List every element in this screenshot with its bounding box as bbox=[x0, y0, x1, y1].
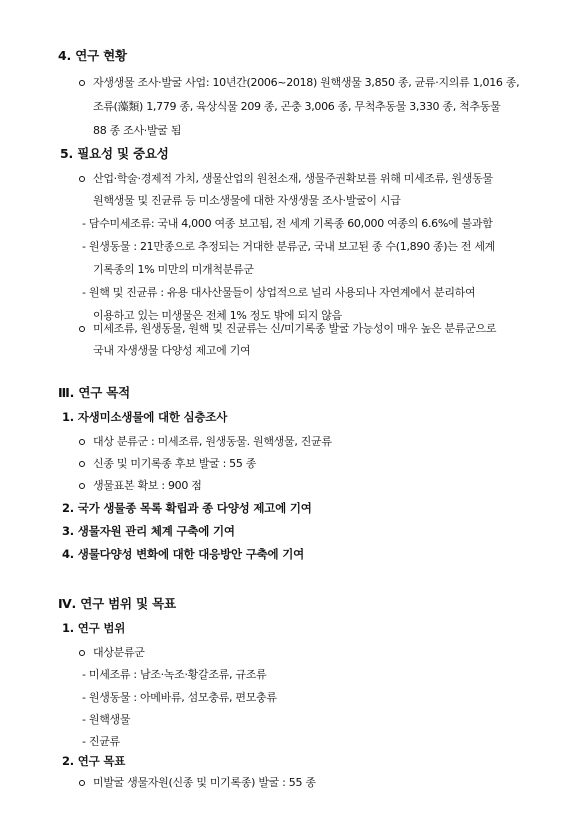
purpose-1-heading: 1. 자생미소생물에 대한 심층조사 bbox=[62, 410, 228, 424]
purpose-2-heading: 2. 국가 생물종 목록 확립과 종 다양성 제고에 기여 bbox=[62, 501, 312, 515]
chapter-4-heading: Ⅳ. 연구 범위 및 목표 bbox=[58, 596, 176, 611]
status-line-2: 조류(藻類) 1,779 종, 육상식물 209 종, 곤충 3,006 종, 무척추동물 3,330 종, 척추동물 bbox=[93, 100, 501, 113]
contribution-line-2: 국내 자생생물 다양성 제고에 기여 bbox=[93, 344, 251, 357]
target-taxa-label: 대상분류군 bbox=[93, 646, 145, 659]
specimens-secured: 생물표본 확보 : 900 점 bbox=[93, 479, 202, 492]
scope-heading: 1. 연구 범위 bbox=[62, 621, 126, 635]
dash-protozoa-1: - 원생동물 : 21만종으로 추정되는 거대한 분류군, 국내 보고된 종 수(1,890 종)는 전 세계 bbox=[82, 240, 495, 253]
status-line-1: 자생생물 조사·발굴 사업: 10년간(2006~2018) 원핵생물 3,850 종, 균류·지의류 1,016 종, bbox=[93, 76, 520, 89]
purpose-4-heading: 4. 생물다양성 변화에 대한 대응방안 구축에 기여 bbox=[62, 547, 305, 561]
bullet-icon bbox=[79, 326, 85, 332]
bullet-icon bbox=[79, 650, 85, 656]
dash-microalgae: - 담수미세조류: 국내 4,000 여종 보고됨, 전 세계 기록종 60,000 여종의 6.6%에 불과함 bbox=[82, 217, 493, 230]
bullet-icon bbox=[79, 176, 85, 182]
bullet-icon bbox=[79, 461, 85, 467]
status-line-3: 88 종 조사·발굴 됨 bbox=[93, 124, 182, 137]
goal-heading: 2. 연구 목표 bbox=[62, 754, 126, 768]
section-5-heading: 5. 필요성 및 중요성 bbox=[60, 146, 169, 161]
scope-prokaryote: - 원핵생물 bbox=[82, 713, 131, 726]
new-species-candidates: 신종 및 미기록종 후보 발굴 : 55 종 bbox=[93, 457, 257, 470]
dash-protozoa-2: 기록종의 1% 미만의 미개척분류군 bbox=[93, 263, 254, 276]
bullet-icon bbox=[79, 780, 85, 786]
scope-fungi: - 진균류 bbox=[82, 735, 120, 748]
goal-item: 미발굴 생물자원(신종 및 미기록종) 발굴 : 55 종 bbox=[93, 776, 316, 789]
chapter-3-heading: Ⅲ. 연구 목적 bbox=[58, 385, 130, 400]
bullet-icon bbox=[79, 80, 85, 86]
scope-microalgae: - 미세조류 : 남조·녹조·황갈조류, 규조류 bbox=[82, 668, 267, 681]
dash-prokaryote-1: - 원핵 및 진균류 : 유용 대사산물들이 상업적으로 널리 사용되나 자연계에서 분리하여 bbox=[82, 286, 476, 299]
contribution-line-1: 미세조류, 원생동물, 원핵 및 진균류는 신/미기록종 발굴 가능성이 매우 높은 분류군으로 bbox=[93, 322, 497, 335]
dash-prokaryote-2: 이용하고 있는 미생물은 전체 1% 정도 밖에 되지 않음 bbox=[93, 309, 342, 322]
scope-protozoa: - 원생동물 : 아메바류, 섬모충류, 편모충류 bbox=[82, 691, 277, 704]
target-taxa: 대상 분류군 : 미세조류, 원생동물. 원핵생물, 진균류 bbox=[93, 435, 332, 448]
section-4-heading: 4. 연구 현황 bbox=[58, 48, 127, 63]
purpose-3-heading: 3. 생물자원 관리 체계 구축에 기여 bbox=[62, 524, 235, 538]
necessity-line-2: 원핵생물 및 진균류 등 미소생물에 대한 자생생물 조사·발굴이 시급 bbox=[93, 194, 401, 207]
bullet-icon bbox=[79, 483, 85, 489]
necessity-line-1: 산업·학술·경제적 가치, 생물산업의 원천소재, 생물주권확보를 위해 미세조류, 원생동물 bbox=[93, 172, 493, 185]
bullet-icon bbox=[79, 439, 85, 445]
